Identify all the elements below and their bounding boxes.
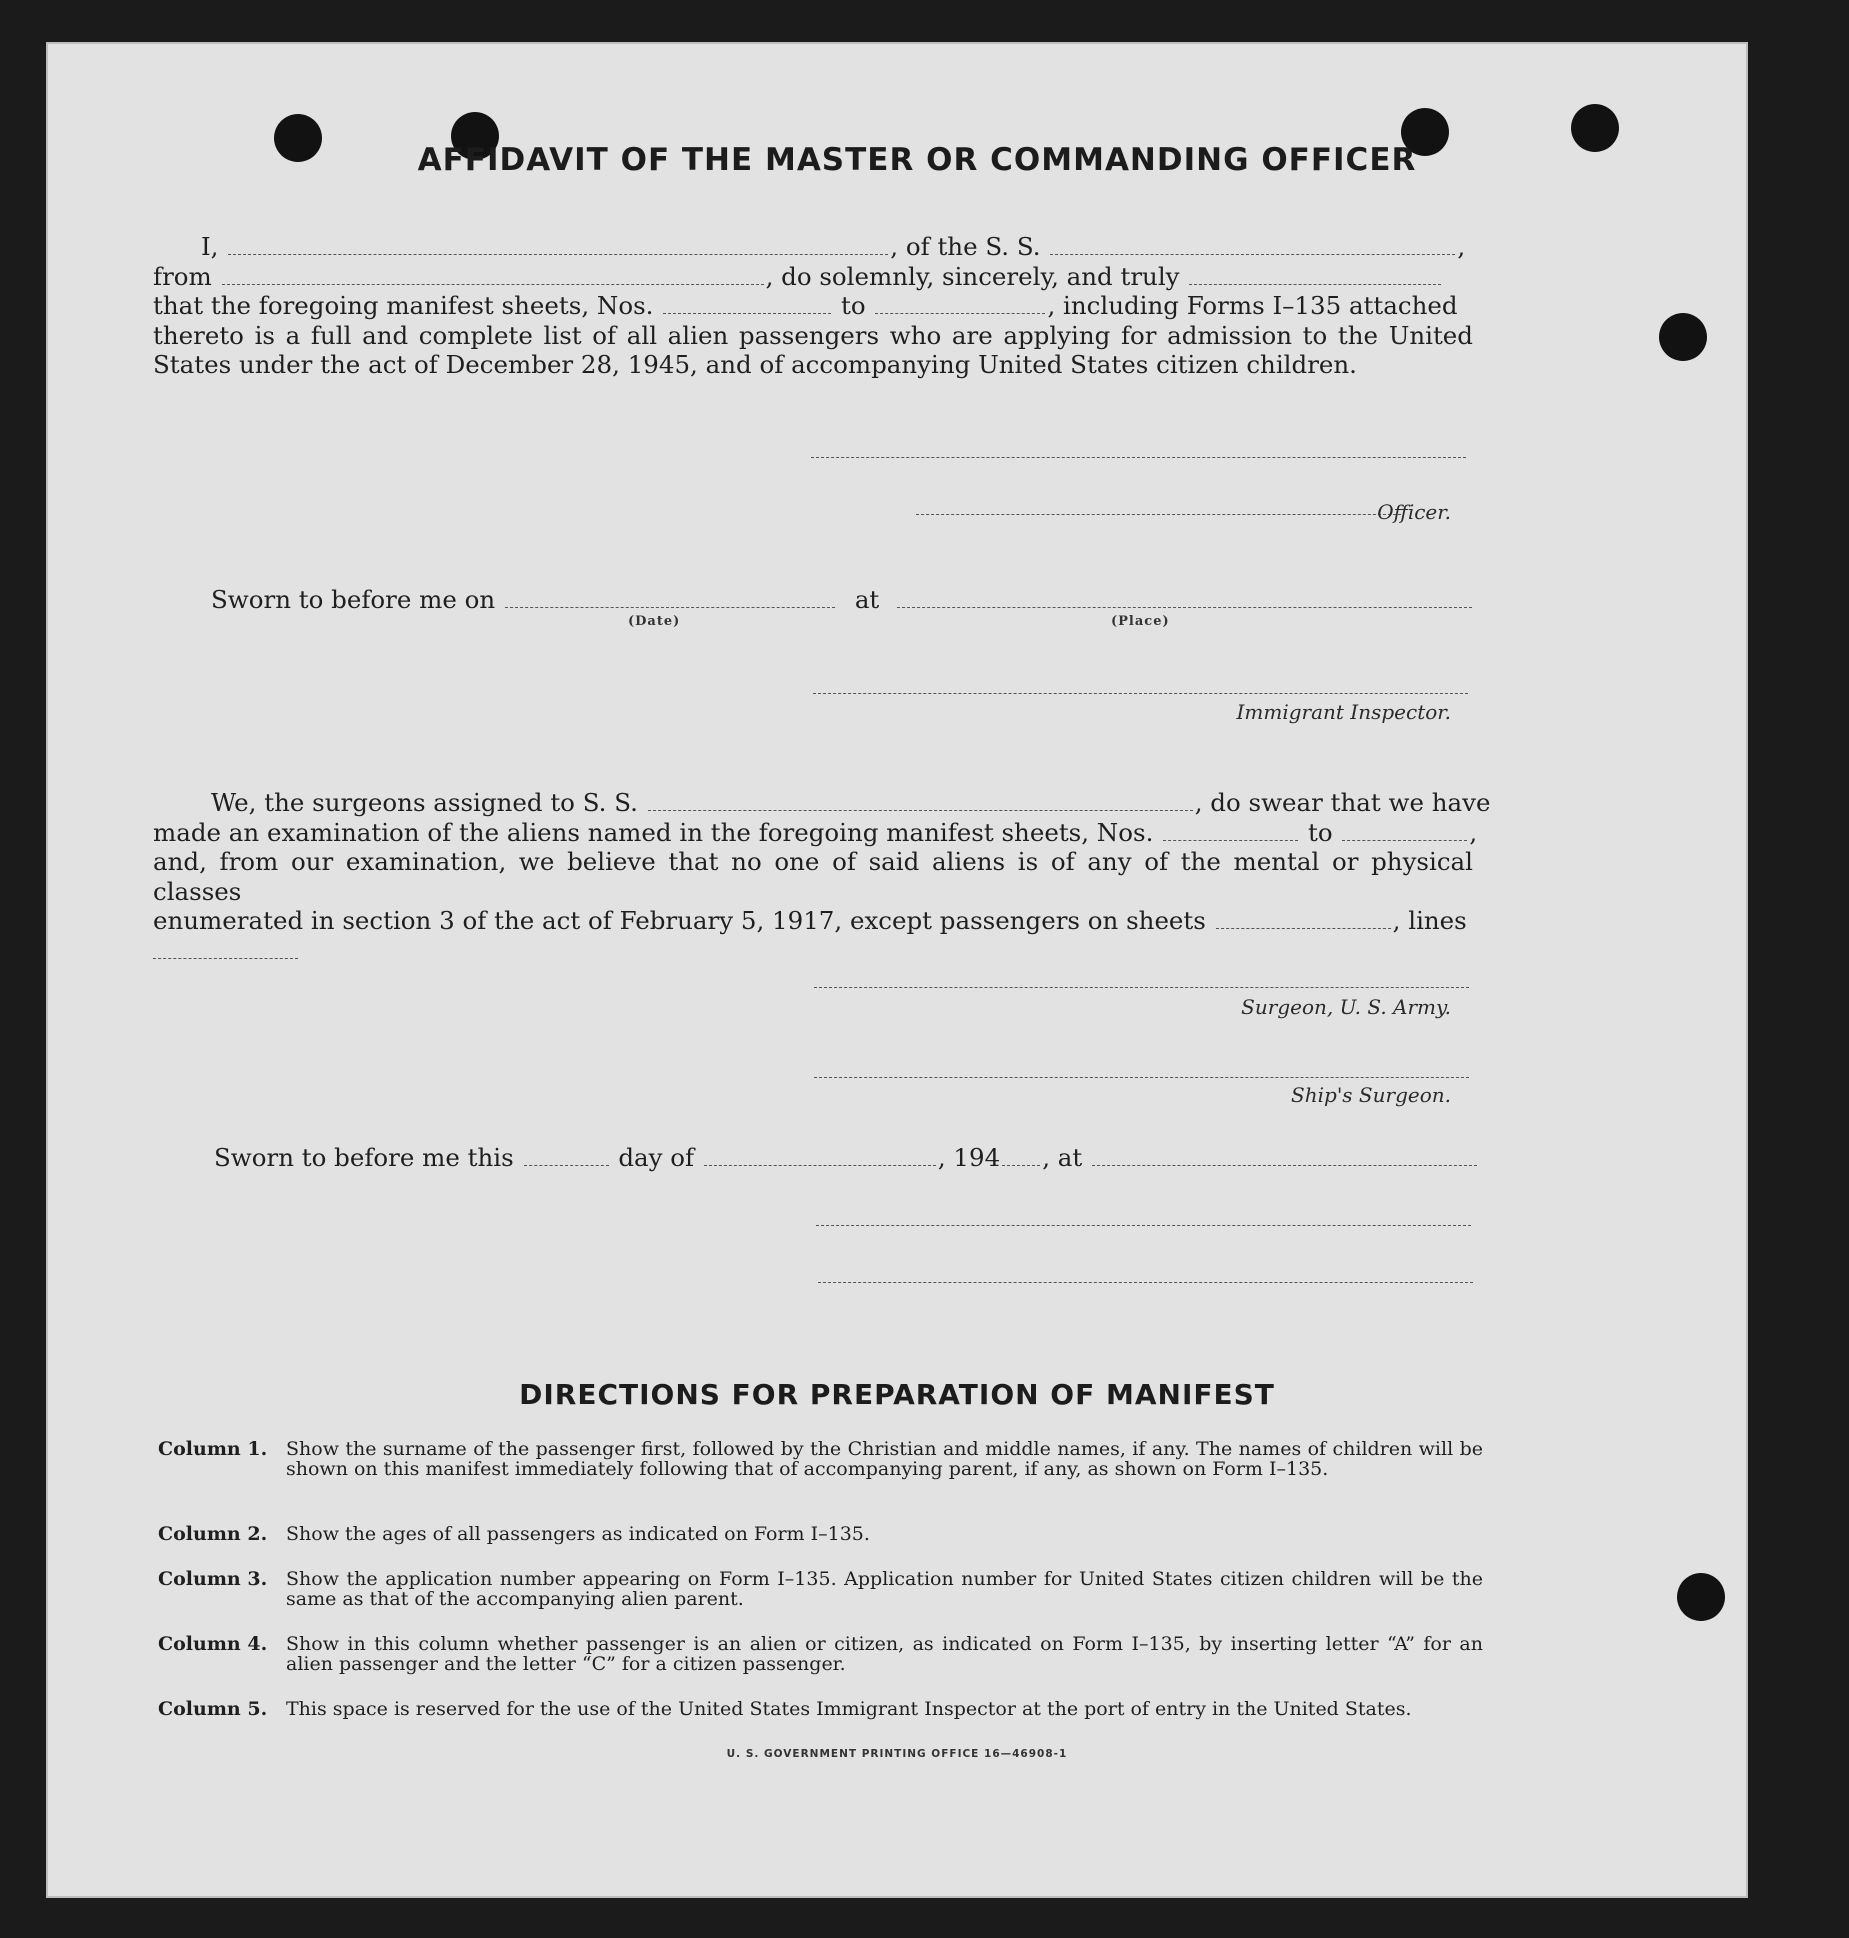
direction-column-4 <box>158 1634 1483 1674</box>
direction-column-3 <box>158 1569 1483 1609</box>
surgeons-sheet-from-field[interactable] <box>1163 839 1298 841</box>
ship-field[interactable] <box>1050 253 1455 255</box>
officer-caption: Officer. <box>1377 500 1451 524</box>
inspector-caption: Immigrant Inspector. <box>1236 700 1451 724</box>
directions-title: DIRECTIONS FOR PREPARATION OF MANIFEST <box>519 1378 1275 1411</box>
day-of-label: day of <box>618 1143 695 1172</box>
sheet-to-field[interactable] <box>875 312 1045 314</box>
sworn-label: Sworn to before me on <box>211 585 496 614</box>
column-text: This space is reserved for the use of the United States Immigrant Inspector at the port of entry in the United States. <box>286 1698 1412 1720</box>
to-label: to <box>841 291 866 320</box>
printing-office-footer: U. S. GOVERNMENT PRINTING OFFICE 16—46908-1 <box>726 1748 1068 1760</box>
date-field[interactable] <box>505 606 835 608</box>
comma: , <box>1457 232 1466 261</box>
name-field[interactable] <box>228 253 888 255</box>
document-page <box>46 42 1748 1898</box>
to-label: to <box>1307 817 1333 847</box>
affidavit-forms: , including Forms I–135 attached <box>1047 291 1458 320</box>
surgeons-ship-label: We, the surgeons assigned to S. S. <box>211 788 638 817</box>
swear-field[interactable] <box>1189 283 1441 285</box>
place-field[interactable] <box>897 606 1472 608</box>
sworn-line-1 <box>211 585 1474 614</box>
direction-column-5 <box>158 1699 1483 1719</box>
signature-line[interactable] <box>816 1225 1471 1226</box>
month-field[interactable] <box>704 1164 936 1166</box>
sheets-field[interactable] <box>1216 927 1391 929</box>
day-field[interactable] <box>524 1164 609 1166</box>
sworn2-label: Sworn to before me this <box>214 1143 514 1172</box>
surgeons-sheets-label: made an examination of the aliens named in the foregoing manifest sheets, Nos. <box>153 817 1154 847</box>
inspector-signature-line[interactable] <box>813 693 1468 694</box>
year-field[interactable] <box>1002 1164 1040 1166</box>
lines-field[interactable] <box>153 957 298 959</box>
column-text: Show the ages of all passengers as indicated on Form I–135. <box>286 1523 870 1545</box>
direction-column-2 <box>158 1524 1483 1544</box>
surgeons-ship-field[interactable] <box>648 809 1193 811</box>
surgeons-swear: , do swear that we have <box>1194 788 1491 817</box>
place-caption: (Place) <box>1111 614 1170 629</box>
column-text: Show the application number appearing on Form I–135. Application number for United States citizen children will be the same as that of the accompanying alien parent. <box>286 1568 1483 1610</box>
column-text: Show the surname of the passenger first, followed by the Christian and middle names, if any. The names of children will be shown on this manifest immediately following that of accompanying parent, if any, as shown on Form I–135. <box>286 1438 1483 1480</box>
surgeons-statement: and, from our examination, we believe that no one of said aliens is of any of the mental or physical classes <box>153 847 1473 906</box>
punch-hole <box>1677 1573 1725 1621</box>
affidavit-paragraph <box>153 232 1473 380</box>
affidavit-statement: thereto is a full and complete list of all alien passengers who are applying for admission to the United States under the act of December 28, 1945, and of accompanying United States citizen children. <box>153 320 1473 379</box>
affidavit-sheets: that the foregoing manifest sheets, Nos. <box>153 291 654 320</box>
army-surgeon-signature-line[interactable] <box>814 987 1469 988</box>
year-prefix: , 194 <box>937 1143 1001 1172</box>
affidavit-i: I, <box>201 232 219 261</box>
column-label: Column 3. <box>158 1568 268 1590</box>
affidavit-title: AFFIDAVIT OF THE MASTER OR COMMANDING OFFICER <box>417 142 1417 178</box>
surgeons-sheet-to-field[interactable] <box>1342 839 1467 841</box>
punch-hole <box>1659 313 1707 361</box>
column-label: Column 2. <box>158 1523 268 1545</box>
column-label: Column 1. <box>158 1438 268 1460</box>
affidavit-ship-label: , of the S. S. <box>890 232 1041 261</box>
surgeons-paragraph <box>153 788 1491 965</box>
from-field[interactable] <box>222 283 764 285</box>
ship-surgeon-signature-line[interactable] <box>814 1077 1469 1078</box>
surgeons-except: enumerated in section 3 of the act of February 5, 1917, except passengers on sheets <box>153 906 1206 935</box>
ship-surgeon-caption: Ship's Surgeon. <box>1291 1083 1451 1107</box>
sheet-from-field[interactable] <box>663 312 831 314</box>
lines-label: , lines <box>1392 906 1467 935</box>
army-surgeon-caption: Surgeon, U. S. Army. <box>1241 995 1451 1019</box>
comma: , <box>1469 817 1478 847</box>
at-label: at <box>854 585 880 614</box>
column-label: Column 4. <box>158 1633 268 1655</box>
signature-line[interactable] <box>818 1282 1473 1283</box>
direction-column-1 <box>158 1439 1483 1479</box>
place2-field[interactable] <box>1092 1164 1477 1166</box>
column-label: Column 5. <box>158 1698 268 1720</box>
signature-line[interactable] <box>811 457 1466 458</box>
column-text: Show in this column whether passenger is an alien or citizen, as indicated on Form I–135, by inserting letter “A” for an alien passenger and the letter “C” for a citizen passenger. <box>286 1633 1483 1675</box>
sworn-line-2 <box>214 1143 1479 1172</box>
affidavit-from: from <box>153 261 212 291</box>
date-caption: (Date) <box>628 614 681 629</box>
affidavit-swear: , do solemnly, sincerely, and truly <box>765 261 1180 291</box>
at-label: , at <box>1042 1143 1083 1172</box>
